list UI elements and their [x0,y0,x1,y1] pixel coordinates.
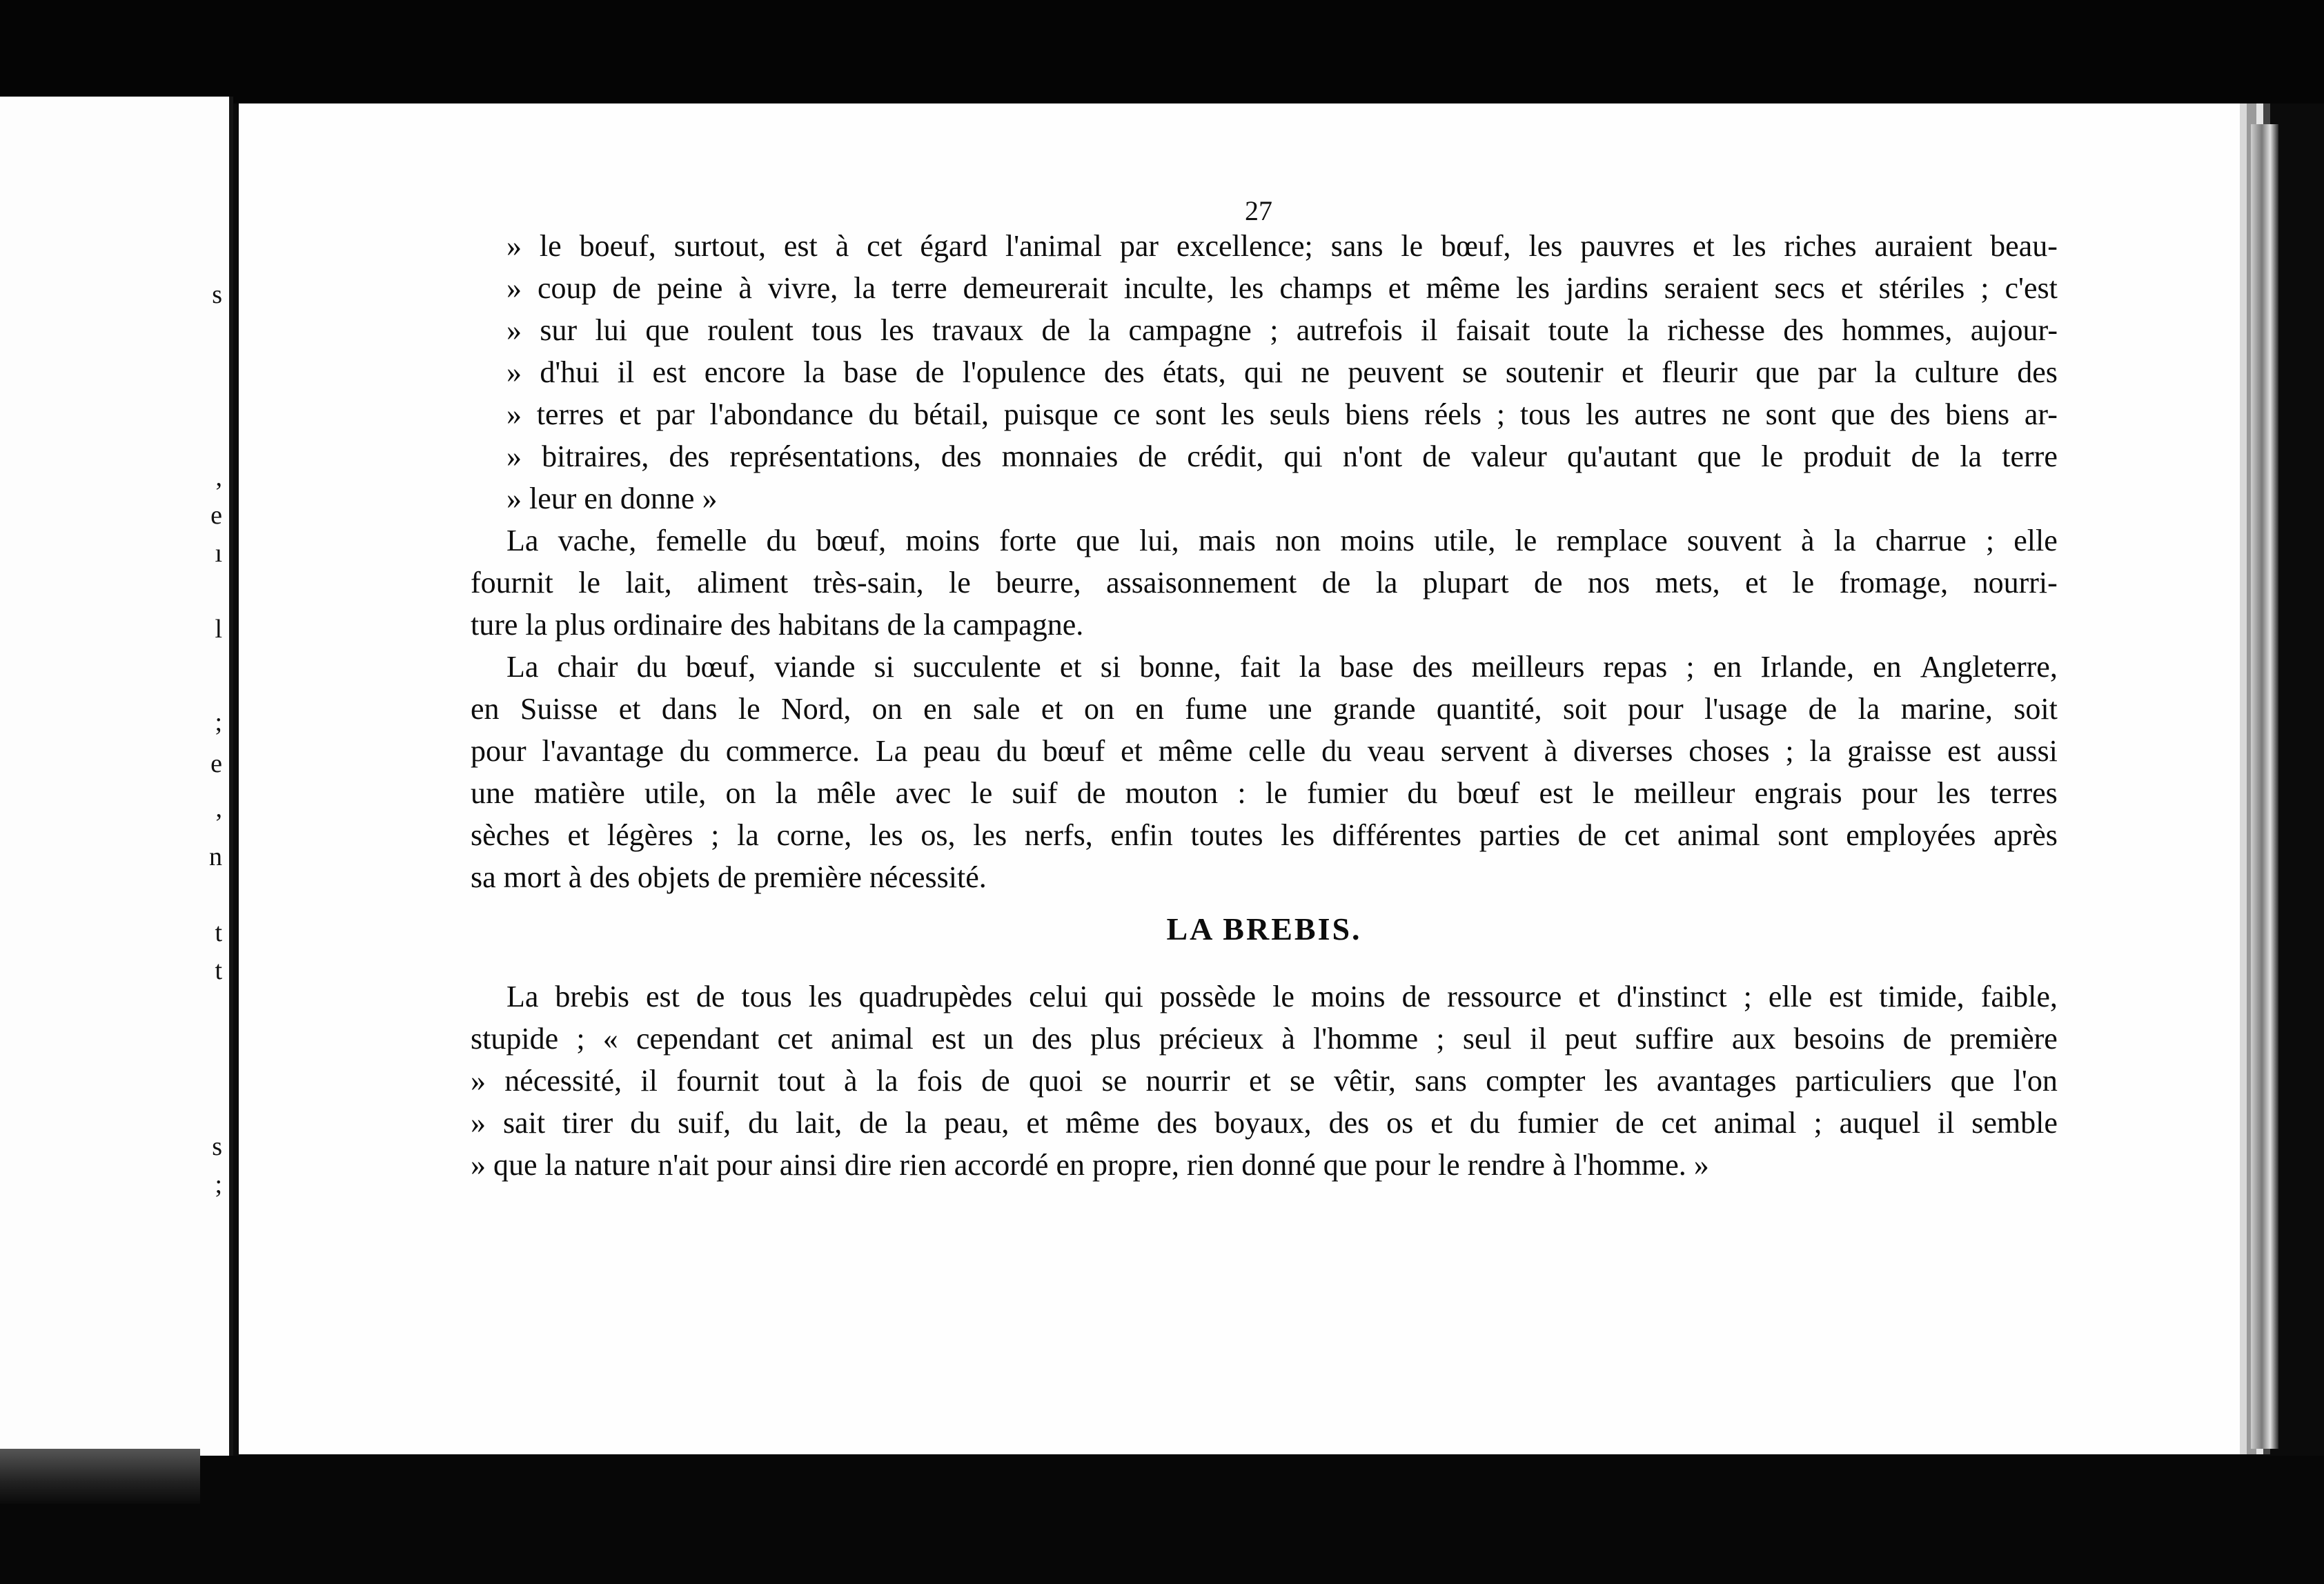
left-page-mark: s [212,1132,222,1161]
page-text [471,225,2058,1186]
left-page-mark: t [215,918,222,947]
text-line: » que la nature n'ait pour ainsi dire rien accordé en propre, rien donné que pour le rendre à l'homme. » [471,1148,1709,1182]
text-line: La brebis est de tous les quadrupèdes celui qui possède le moins de ressource et d'instinct ; elle est timide, faible, [506,980,2058,1013]
left-page-mark: , [215,794,222,823]
page-edge [2251,124,2278,1449]
left-page-mark: ; [215,1170,222,1199]
text-line: » leur en donne » [506,482,718,515]
paragraph-chair [471,646,2058,898]
left-page-mark: ı [215,539,222,568]
scan-top-border [0,0,2324,103]
text-line: » terres et par l'abondance du bétail, puisque ce sont les seuls biens réels ; tous les autres ne sont que des biens ar- [506,397,2058,431]
text-line: » d'hui il est encore la base de l'opulence des états, qui ne peuvent se soutenir et fleurir que par la culture des [506,355,2058,389]
left-page-mark: n [209,842,222,871]
section-heading: LA BREBIS. [1166,911,1362,947]
text-line: sa mort à des objets de première nécessité. [471,860,987,894]
text-line: La vache, femelle du bœuf, moins forte que lui, mais non moins utile, le remplace souvent à la charrue ; elle [506,524,2058,557]
text-line: stupide ; « cependant cet animal est un des plus précieux à l'homme ; seul il peut suffire aux besoins de première [471,1022,2058,1056]
book-binding [0,1449,200,1504]
text-line: » coup de peine à vivre, la terre demeurerait inculte, les champs et même les jardins seraient secs et stériles ; c'est [506,271,2058,305]
page-number: 27 [1245,195,1272,226]
paragraph-vache [471,519,2058,646]
left-page-mark: e [210,749,222,778]
scan-bottom-border [0,1456,2324,1584]
text-line: ture la plus ordinaire des habitans de la campagne. [471,608,1084,642]
left-page-mark: ; [215,708,222,737]
left-page-mark: e [210,501,222,530]
left-page-mark: s [212,280,222,309]
left-page-mark: , [215,463,222,492]
text-line: » le boeuf, surtout, est à cet égard l'animal par excellence; sans le bœuf, les pauvres et les riches auraient beau- [506,229,2058,263]
text-line: » sur lui que roulent tous les travaux de la campagne ; autrefois il faisait toute la richesse des hommes, aujour- [506,313,2058,347]
paragraph-brebis [471,976,2058,1186]
text-line: pour l'avantage du commerce. La peau du bœuf et même celle du veau servent à diverses choses ; la graisse est aussi [471,734,2058,768]
text-line: fournit le lait, aliment très-sain, le beurre, assaisonnement de la plupart de nos mets, et le fromage, nourri- [471,566,2058,600]
text-line: » sait tirer du suif, du lait, de la peau, et même des boyaux, des os et du fumier de cet animal ; auquel il semble [471,1106,2058,1140]
left-page-mark: t [215,956,222,985]
text-line: » bitraires, des représentations, des monnaies de crédit, qui n'ont de valeur qu'autant que le produit de la terre [506,439,2058,473]
text-line: La chair du bœuf, viande si succulente et si bonne, fait la base des meilleurs repas ; en Irlande, en Angleterre, [506,650,2058,684]
text-line: une matière utile, on la mêle avec le suif de mouton : le fumier du bœuf est le meilleur engrais pour les terres [471,776,2058,810]
text-line: en Suisse et dans le Nord, on en sale et on en fume une grande quantité, soit pour l'usage de la marine, soit [471,692,2058,726]
paragraph-quote-boeuf [471,225,2058,519]
text-line: » nécessité, il fournit tout à la fois de quoi se nourrir et se vêtir, sans compter les avantages particuliers que l'on [471,1064,2058,1098]
left-page-mark: l [215,615,222,644]
left-facing-page [0,97,233,1463]
text-line: sèches et légères ; la corne, les os, les nerfs, enfin toutes les différentes parties de cet animal sont employées après [471,818,2058,852]
